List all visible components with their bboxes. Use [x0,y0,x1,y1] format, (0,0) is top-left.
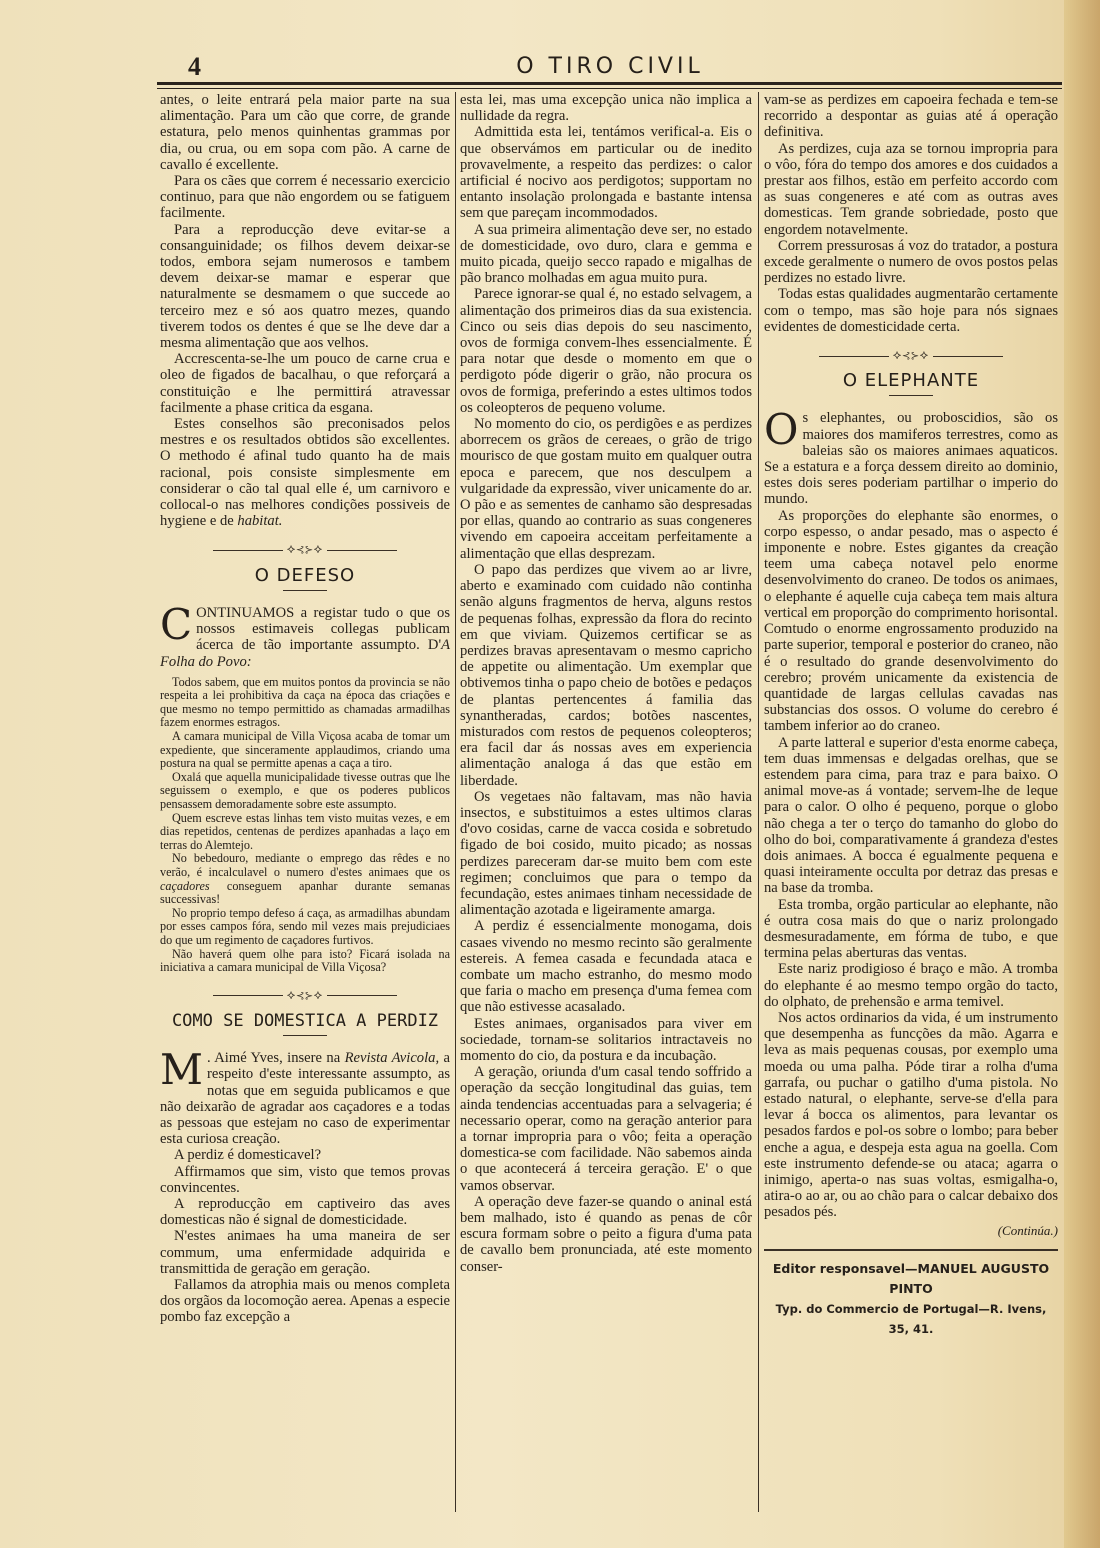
drop-cap: C [160,599,193,649]
paragraph: No momento do cio, os perdigões e as perdizes aborrecem os grãos de cereaes, o grão de trigo mourisco de que gostam muito em qualquer outra epoca e parecem, que nos desculpem a vulgaridade da expressão, viver unicamente do ar. O pão e as sementes de canhamo são despresadas por ellas, quando ao contrario as suas congeneres vivendo em capoeira acceitam perfeitamente a alimentação que ellas desprezam. [460,416,752,562]
paragraph: Os vegetaes não faltavam, mas não havia insectos, e substituimos a estes ultimos claras d'ovo cosidas, carne de vacca cosida e sobretudo figado de boi cosido, muito picado; as nossas perdizes pareceram dar-se muito bem com este regimen; concluimos que para o tempo da fecundação, estes animaes tinham necessidade de alimentação azotada e ligeiramente amarga. [460,788,752,919]
paragraph: Este nariz prodigioso é braço e mão. A tromba do elephante é ao mesmo tempo orgão do tacto, do olphato, de prehensão e arma temivel. [764,961,1058,1010]
quote-paragraph: No proprio tempo defeso á caça, as armadilhas abundam por esses campos fóra, sendo mil vezes mais prejudiciaes do que um regimento de caçadores furtivos. [160,905,450,947]
title-rule [283,590,327,591]
header-rule [157,82,1062,85]
drop-cap: O [764,405,799,455]
paragraph: A parte latteral e superior d'esta enorme cabeça, tem duas immensas e delgadas orelhas, que se estendem para cima, para traz e para baixo. O animal move-as á vontade; servem-lhe de leque para o calor. O olho é pequeno, porque o globo não chega a ter o terço do tamanho do globo do olho do boi, comparativamente á grandeza d'estes dois animaes. A bocca é egualmente pequena e quasi inteiramente occulta por detraz das presas e na base da tromba. [764,734,1058,897]
paragraph: esta lei, mas uma excepção unica não implica a nullidade da regra. [460,92,752,125]
perdiz-intro: M . Aimé Yves, insere na Revista Avicola, a respeito d'este interessante assumpto, as notas que em seguida publicamos e que não deixarão de agradar aos caçadores e a todas as pessoas que estejam no caso de experimentar esta curiosa creação. [160,1045,450,1148]
paragraph: A geração, oriunda d'um casal tendo soffrido a operação da secção longitudinal das guias, tem ainda tendencias accentuadas para a selvageria; é necessario operar, como na geração anterior para a tornar impropria para o vôo; feita a operação domestica-se com facilidade. Não sabemos ainda o que acontecerá á terceira geração. E' o que vamos observar. [460,1064,752,1194]
page-header [160,52,1060,82]
paragraph: Todas estas qualidades augmentarão certamente com o tempo, mas são hoje para nós signaes evidentes de domesticidade certa. [764,286,1058,335]
editor-line: Editor responsavel—MANUEL AUGUSTO PINTO [772,1260,1050,1296]
quote-paragraph: Não haverá quem olhe para isto? Ficará isolada na iniciativa a camara municipal de Villa Viçosa? [160,946,450,975]
column-3 [764,92,1058,1339]
paragraph: As perdizes, cuja aza se tornou impropria para o vôo, fóra do tempo dos amores e dos cuidados a prestar aos filhos, estão em perfeito accordo com as suas congeneres e até com as outras aves domesticas. Tem grande sobriedade, posto que engordem notavelmente. [764,140,1058,238]
paragraph: A reproducção em captiveiro das aves domesticas não é signal de domesticidade. [160,1196,450,1229]
paragraph: N'estes animaes ha uma maneira de ser commum, uma enfermidade adquirida e transmittida de geração em geração. [160,1228,450,1277]
paragraph: Fallamos da atrophia mais ou menos completa dos orgãos da locomoção aerea. Apenas a especie pombo faz excepção a [160,1277,450,1326]
title-rule [889,395,933,396]
paragraph: Correm pressurosas á voz do tratador, a postura excede geralmente o numero de ovos postos pelas perdizes no estado livre. [764,237,1058,287]
quote-paragraph: No bebedouro, mediante o emprego das rêdes e no verão, é incalculavel o numero d'estes animaes que os caçadores conseguem apanhar durante semanas successivas! [160,851,450,907]
quote-paragraph: Quem escreve estas linhas tem visto muitas vezes, e em dias repetidos, centenas de perdizes apanhadas a laço em terras do Alemtejo. [160,810,450,852]
ornament-divider: ⟡⊰⊱⟡ [764,347,1058,363]
paragraph: Accrescenta-se-lhe um pouco de carne crua e oleo de figados de bacalhau, o que reforçará a constituição e lhe permittirá atravessar facilmente a phase critica da esgana. [160,351,450,416]
quote-paragraph: Todos sabem, que em muitos pontos da provincia se não respeita a lei prohibitiva da caça na época das criações e que mesmo no tempo permittido as chamadas armadilhas fazem enormes estragos. [160,674,450,730]
paragraph: antes, o leite entrará pela maior parte na sua alimentação. Para um cão que corre, de grande estatura, pelo menos quinhentas grammas por dia, ou crua, ou em sopa com pão. A carne de cavallo é excellente. [160,92,450,173]
column-2 [460,92,752,1275]
column-divider [455,92,456,1512]
paragraph: A perdiz é essencialmente monogama, dois casaes vivendo no mesmo recinto são geralmente estereis. A femea casada e fecundada ataca e combate um macho estranho, do mesmo modo que faria o macho em presença d'uma femea com que não estivesse acasalado. [460,918,752,1016]
paragraph: Nos actos ordinarios da vida, é um instrumento que desempenha as funcções da mão. Agarra e leva as mais pequenas cousas, por exemplo uma moeda ou uma palha. Póde tirar a rolha d'uma garrafa, ou puchar o gatilho d'uma pistola. No estado natural, o elephante, serve-se d'ella para levar á bocca os alimentos, para levantar os pesados fardos e pol-os sobre o lombo; para beber enche a agua, e despeja esta agua na goella. Com este instrumento defende-se ou ataca; agarra o inimigo, aperta-o nas suas voltas, esmigalha-o, atira-o ao ar, ou ao chão para o calcar debaixo dos pesados pés. [764,1009,1058,1221]
continued-note: (Continúa.) [997,1222,1058,1238]
paragraph: Estes animaes, organisados para viver em sociedade, tornam-se solitarios intractaveis no momento do cio, da postura e da incubação. [460,1015,752,1064]
page-number: 4 [188,52,201,81]
paragraph: As proporções do elephante são enormes, o corpo espesso, o andar pesado, mas o aspecto é imponente e nobre. Estes gigantes da creação teem uma cabeça notavel pelo enorme desenvolvimento do craneo. De todos os animaes, o elephante é aquelle cuja cabeça tem mais altura vertical em proporção do comprimento horisontal. Comtudo o enorme engrossamento produzido na parte superior, temporal e posterior do craneo, não é o resultado do grande desenvolvimento do cerebro; provém unicamente da existencia de quantidade de largas cellulas cavadas nas substancias dos ossos. O volume do cerebro é tambem inferior ao do craneo. [764,507,1059,735]
paragraph: Admittida esta lei, tentámos verifical-a. Eis o que observámos em particular ou de inedito provavelmente, a respeito das perdizes: o calor artificial é nocivo aos perdigotos; supportam no entanto insolação prolongada e bastante intensa sem que pareçam incommodados. [460,124,752,222]
imprint [764,1249,1058,1339]
paragraph: Parece ignorar-se qual é, no estado selvagem, a alimentação dos primeiros dias da sua existencia. Cinco ou seis dias depois do seu nascimento, ovos de formiga convem-lhes essencialmente. É para notar que desde o momento em que o perdigoto póde digerir o grão, não procura os ovos de formiga, preferindo a estes ultimos todos os coleopteros de pequeno volume. [460,286,752,416]
column-1 [160,92,450,1326]
header-rule-thin [157,88,1062,89]
defeso-intro: CONTINUAMOS a registar tudo o que os nossos estimaveis collegas publicam ácerca de tão importante assumpto. D'A Folha do Povo: [160,599,450,670]
paragraph: Estes conselhos são preconisados pelos mestres e os resultados obtidos são excellentes. O methodo é afinal tudo quanto ha de mais racional, pois consiste simplesmente em considerar o cão tal qual elle é, um carnivoro e collocal-o nas melhores condições possiveis de hygiene e de habitat. [160,416,450,530]
section-title-elephante: O ELEPHANTE [842,370,980,392]
ornament-divider: ⟡⊰⊱⟡ [160,987,450,1003]
elephante-intro: Os elephantes, ou proboscidios, são os maiores dos mamiferos terrestres, como as baleias são os maiores animaes aquaticos. Se a estatura e a força dessem direito ao dominio, estes dois seres poderiam partilhar o imperio do mundo. [764,405,1058,508]
title-rule [283,1035,327,1036]
page-edge [1064,0,1100,1548]
ornament-divider: ⟡⊰⊱⟡ [160,541,450,557]
paragraph: O papo das perdizes que vivem ao ar livre, aberto e examinado com cuidado não continha senão alguns fragmentos de herva, alguns restos de pequenas folhas, expressão da flora do recinto em que viviam. Quizemos certificar se as perdizes bravas apresentavam o mesmo capricho de appetite ou alimentação. Um exemplar que obtivemos tinha o papo cheio de botões e pedaços de plantas pertencentes á familia das synantheradas, cardos; botões nascentes, misturados com restos de pequenos coleopteros; era facil dar ás nossas aves em experiencia alimentação analoga á das que estão em liberdade. [460,561,752,789]
quoted-article [160,676,450,975]
paragraph: Para os cães que correm é necessario exercicio continuo, para que não engordem ou se fatiguem facilmente. [160,173,450,222]
column-divider [758,92,759,1512]
paragraph: Para a reproducção deve evitar-se a consanguinidade; os filhos devem deixar-se todos, embora sejam numerosos e tambem devem deixar-se mamar e esperar que naturalmente se desmamem o que succede ao terceiro mez e só aos quatro mezes, quando tiverem todos os dentes é que se lhe deve dar a mesma alimentação que aos velhos. [160,221,450,352]
masthead: O TIRO CIVIL [516,54,704,79]
quote-paragraph: A camara municipal de Villa Viçosa acaba de tomar um expediente, que sinceramente applaudimos, criando uma postura na qual se permitte apenas a caça a tiro. [160,729,450,771]
paragraph: Esta tromba, orgão particular ao elephante, não é outra cosa mais do que o nariz prolongado desmesuradamente, em fórma de tubo, e que termina pelas aberturas das ventas. [764,896,1058,962]
quote-paragraph: Oxalá que aquella municipalidade tivesse outras que lhe seguissem o exemplo, e que os poderes publicos pensassem demoradamente sobre este assumpto. [160,769,450,812]
paragraph: A sua primeira alimentação deve ser, no estado de domesticidade, ovo duro, clara e gemma e muito picada, queijo secco rapado e migalhas de pão branco molhadas em agua muito pura. [460,221,752,287]
paragraph: A perdiz é domesticavel? [174,1147,322,1164]
paragraph: Affirmamos que sim, visto que temos provas convincentes. [160,1163,450,1196]
printer-line: Typ. do Commercio de Portugal—R. Ivens, 35, 41. [775,1301,1047,1336]
paragraph: vam-se as perdizes em capoeira fechada e tem-se recorrido a despontar as guias até á operação definitiva. [764,92,1058,141]
drop-cap: M [160,1045,204,1095]
paragraph: A operação deve fazer-se quando o aninal está bem malhado, isto é quando as penas de côr escura formam sobre o peito a figura d'uma pata de cavallo bem pronunciada, até este momento conser- [460,1193,752,1275]
section-title-defeso: O DEFESO [254,564,356,586]
section-title-perdiz: COMO SE DOMESTICA A PERDIZ [171,1010,439,1031]
